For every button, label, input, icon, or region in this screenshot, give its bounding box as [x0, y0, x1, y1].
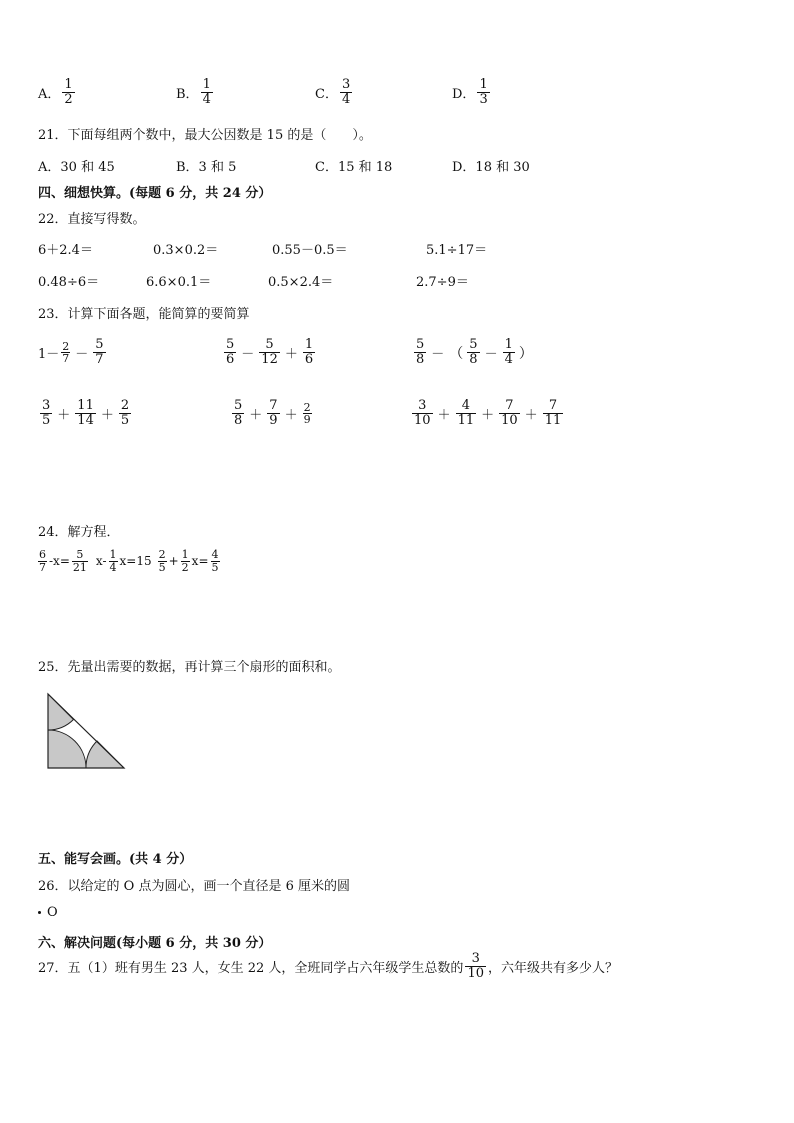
triangle-sectors-figure [44, 690, 128, 772]
q26-point: O [38, 905, 58, 920]
q24-stem: 24．解方程． [38, 525, 120, 540]
q22-item: 0.5×2.4＝ [268, 275, 334, 290]
fraction: $\frac{1}{6}$ [304, 337, 314, 368]
q23-expression-4: $\frac{3}{5}$ ＋ $\frac{11}{14}$ ＋ $\frac{2}{5}$ [42, 398, 130, 429]
section-6-title: 六、解决问题(每小题 6 分，共 30 分） [38, 936, 272, 951]
q22-item: 6＋2.4＝ [38, 243, 93, 258]
q20-option-c: C． $\frac{3}{4}$ [315, 77, 351, 108]
fraction: $\frac{1}{4}$ [109, 548, 117, 574]
q22-item: 0.55－0.5＝ [272, 243, 348, 258]
fraction: $\frac{5}{6}$ [226, 337, 235, 368]
q21-option-a: A．30 和 45 [38, 160, 115, 175]
fraction: $\frac{2}{5}$ [158, 548, 166, 574]
q27-stem: 27．五（1）班有男生 23 人，女生 22 人，全班同学占六年级学生总数的 $\frac{3}{10}$ ，六年级共有多少人？ [38, 951, 618, 982]
fraction: $\frac{3}{4}$ [341, 77, 351, 108]
q23-expression-1: 1－ $\frac{2}{7}$ － $\frac{5}{7}$ [38, 337, 104, 368]
fraction: $\frac{1}{2}$ [181, 548, 189, 574]
fraction: $\frac{11}{14}$ [77, 398, 94, 429]
fraction: $\frac{3}{10}$ [467, 951, 484, 982]
fraction: $\frac{4}{11}$ [457, 398, 475, 429]
q22-item: 2.7÷9＝ [416, 275, 469, 290]
point-dot [38, 911, 41, 914]
q21-option-d: D．18 和 30 [452, 160, 530, 175]
sector-top [48, 694, 74, 730]
q21-option-b: B．3 和 5 [176, 160, 237, 175]
section-4-title: 四、细想快算。(每题 6 分，共 24 分） [38, 186, 272, 201]
fraction: $\frac{3}{5}$ [42, 398, 51, 429]
fraction: $\frac{5}{7}$ [95, 337, 104, 368]
q20-option-d: D． $\frac{1}{3}$ [452, 77, 488, 108]
sector-bottom-right [86, 741, 124, 768]
fraction: $\frac{7}{9}$ [269, 398, 278, 429]
fraction: $\frac{4}{5}$ [211, 548, 219, 574]
sector-right-angle [48, 730, 86, 768]
fraction: $\frac{5}{8}$ [469, 337, 478, 368]
q26-stem: 26．以给定的 O 点为圆心，画一个直径是 6 厘米的圆 [38, 879, 351, 894]
fraction: $\frac{1}{4}$ [504, 337, 513, 368]
q23-expression-3: $\frac{5}{8}$ － （ $\frac{5}{8}$ － $\frac{1}{4}$ ） [416, 337, 533, 368]
fraction: $\frac{7}{11}$ [544, 398, 562, 429]
q22-item: 6.6×0.1＝ [146, 275, 212, 290]
q24-equations: $\frac{6}{7}$ -x= $\frac{5}{21}$ x- $\frac{1}{4}$ x=15 $\frac{2}{5}$ + $\frac{1}{2}$ x= $\frac{4}{5}$ [39, 548, 219, 574]
fraction: $\frac{5}{8}$ [416, 337, 425, 368]
fraction: $\frac{2}{7}$ [62, 339, 70, 366]
fraction: $\frac{6}{7}$ [39, 548, 46, 574]
fraction: $\frac{5}{12}$ [261, 337, 278, 368]
fraction: $\frac{7}{10}$ [501, 398, 518, 429]
fraction: $\frac{5}{8}$ [234, 398, 243, 429]
fraction: $\frac{1}{4}$ [202, 77, 211, 108]
q25-stem: 25．先量出需要的数据，再计算三个扇形的面积和。 [38, 660, 341, 675]
fraction: $\frac{1}{2}$ [64, 77, 73, 108]
q20-option-a: A． $\frac{1}{2}$ [38, 77, 73, 108]
q22-item: 0.3×0.2＝ [153, 243, 219, 258]
q23-expression-6: $\frac{3}{10}$ ＋ $\frac{4}{11}$ ＋ $\frac{7}{10}$ ＋ $\frac{7}{11}$ [414, 398, 562, 429]
q21-stem: 21．下面每组两个数中，最大公因数是 15 的是（ ）。 [38, 128, 372, 143]
q23-expression-5: $\frac{5}{8}$ ＋ $\frac{7}{9}$ ＋ $\frac{2}{9}$ [234, 398, 311, 429]
fraction: $\frac{5}{21}$ [72, 548, 87, 574]
section-5-title: 五、能写会画。(共 4 分） [38, 852, 193, 867]
fraction: $\frac{3}{10}$ [414, 398, 431, 429]
fraction: $\frac{2}{9}$ [303, 400, 311, 427]
q22-item: 5.1÷17＝ [426, 243, 488, 258]
q23-expression-2: $\frac{5}{6}$ － $\frac{5}{12}$ ＋ $\frac{1}{6}$ [226, 337, 314, 368]
fraction: $\frac{2}{5}$ [120, 398, 130, 429]
q21-option-c: C．15 和 18 [315, 160, 393, 175]
fraction: $\frac{1}{3}$ [479, 77, 488, 108]
q23-stem: 23．计算下面各题，能简算的要简算 [38, 307, 250, 322]
q22-item: 0.48÷6＝ [38, 275, 100, 290]
q20-option-b: B． $\frac{1}{4}$ [176, 77, 211, 108]
q22-stem: 22．直接写得数。 [38, 212, 146, 227]
